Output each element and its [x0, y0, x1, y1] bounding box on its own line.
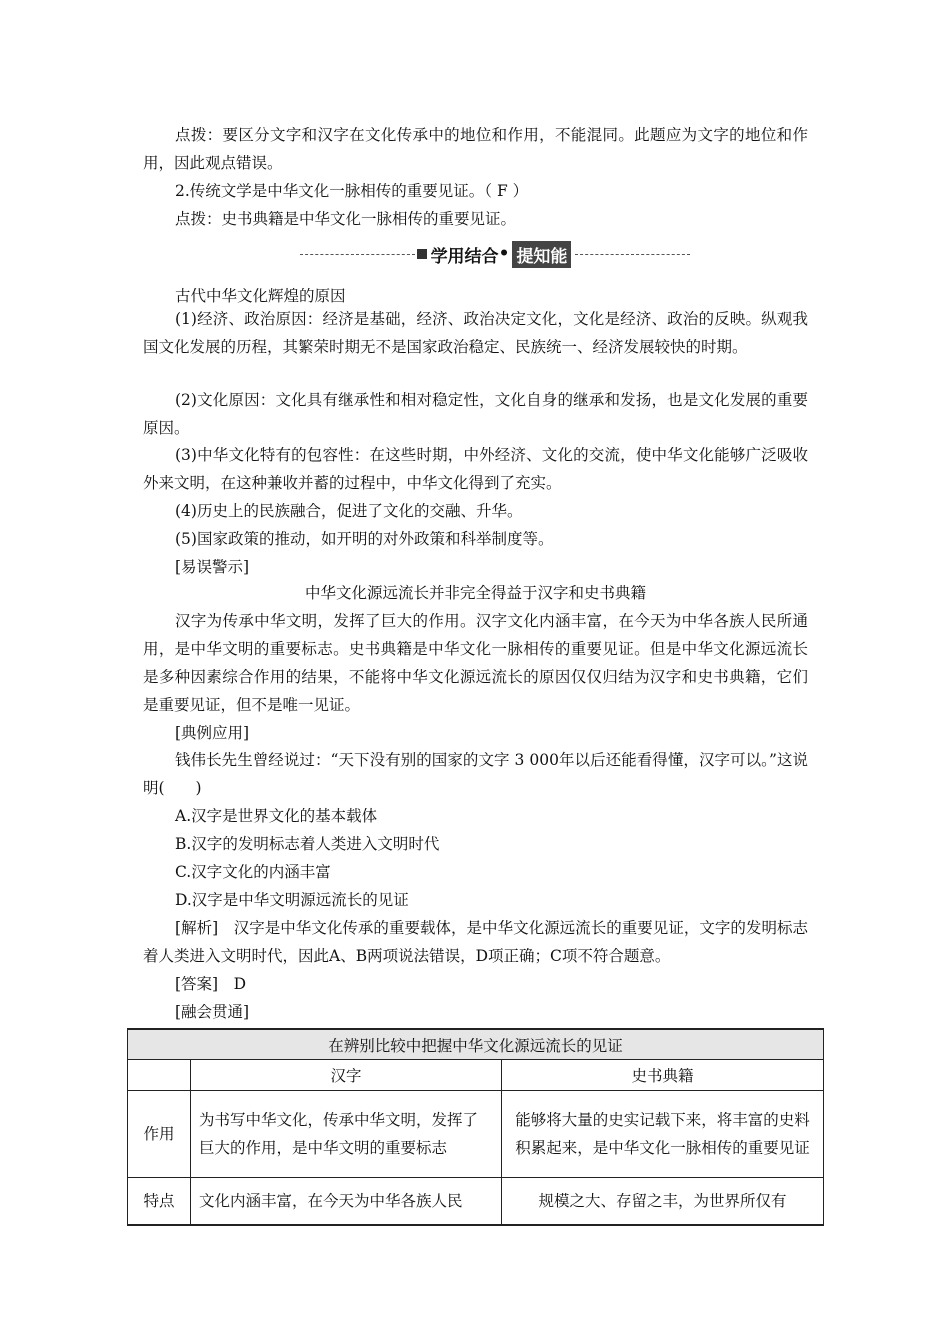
reason-1: (1)经济、政治原因：经济是基础，经济、政治决定文化，文化是经济、政治的反映。纵观我国文化发展的历程，其繁荣时期无不是国家政治稳定、民族统一、经济发展较快的时期。 — [143, 310, 808, 356]
warning-tag: [易误警示] — [175, 558, 250, 576]
reason-2: (2)文化原因：文化具有继承性和相对稳定性，文化自身的继承和发扬，也是文化发展的重要原因。 — [143, 391, 808, 437]
analysis: [解析] 汉字是中华文化传承的重要载体，是中华文化源远流长的重要见证，文字的发明标志着人类进入文明时代，因此A、B两项说法错误，D项正确；C项不符合题意。 — [143, 919, 808, 965]
warning-body: 汉字为传承中华文明，发挥了巨大的作用。汉字文化内涵丰富，在今天为中华各族人民所通用，是中华文明的重要标志。史书典籍是中华文化一脉相传的重要见证。但是中华文化源远流长是多种因素综合作用的结果，不能将中华文化源远流长的原因仅仅归结为汉字和史书典籍，它们是重要见证，但不是唯一见证。 — [143, 612, 808, 714]
table-title: 在辨别比较中把握中华文化源远流长的见证 — [128, 1029, 824, 1060]
table-row — [128, 1091, 824, 1178]
table-title-row — [128, 1029, 824, 1060]
fusion-tag: [融会贯通] — [175, 1003, 250, 1021]
question-2: 2.传统文学是中华文化一脉相传的重要见证。（ F ） — [175, 182, 529, 200]
answer: [答案] D — [175, 975, 247, 993]
table-header-row — [128, 1060, 824, 1091]
banner-dot: • — [498, 244, 510, 264]
comparison-table — [127, 1028, 824, 1226]
table-row — [128, 1178, 824, 1226]
cell-shishu-function: 能够将大量的史实记载下来，将丰富的史料积累起来，是中华文化一脉相传的重要见证 — [502, 1091, 824, 1178]
header-shishu: 史书典籍 — [502, 1060, 824, 1091]
header-hanzi: 汉字 — [191, 1060, 502, 1091]
banner-left-text: 学用结合 — [430, 246, 499, 267]
example-tag: [典例应用] — [175, 724, 250, 742]
option-d: D.汉字是中华文明源远流长的见证 — [175, 891, 409, 909]
example-question: 钱伟长先生曾经说过：“天下没有别的国家的文字 3 000年以后还能看得懂，汉字可以。”这说明( ) — [143, 751, 808, 797]
hint-paragraph-2: 点拨：史书典籍是中华文化一脉相传的重要见证。 — [175, 210, 517, 228]
banner-dash-right — [575, 254, 690, 255]
cell-hanzi-function: 为书写中华文化，传承中华文明，发挥了巨大的作用，是中华文明的重要标志 — [191, 1091, 502, 1178]
warning-title: 中华文化源远流长并非完全得益于汉字和史书典籍 — [304, 584, 646, 602]
banner-dash-left — [300, 254, 415, 255]
reason-4: (4)历史上的民族融合，促进了文化的交融、升华。 — [175, 502, 523, 520]
option-b: B.汉字的发明标志着人类进入文明时代 — [175, 835, 440, 853]
cell-hanzi-feature: 文化内涵丰富，在今天为中华各族人民 — [191, 1178, 502, 1226]
option-c: C.汉字文化的内涵丰富 — [175, 863, 331, 881]
cell-shishu-feature: 规模之大、存留之丰，为世界所仅有 — [502, 1178, 824, 1226]
section-banner — [300, 240, 690, 268]
row-label-feature: 特点 — [128, 1178, 191, 1226]
square-bullet-icon — [417, 249, 427, 259]
hint-paragraph-1: 点拨：要区分文字和汉字在文化传承中的地位和作用，不能混同。此题应为文字的地位和作用，因此观点错误。 — [143, 126, 808, 172]
header-empty-cell — [128, 1060, 191, 1091]
option-a: A.汉字是世界文化的基本载体 — [175, 807, 378, 825]
banner-right-text: 提知能 — [512, 241, 571, 268]
reason-3: (3)中华文化特有的包容性：在这些时期，中外经济、文化的交流，使中华文化能够广泛吸收外来文明，在这种兼收并蓄的过程中，中华文化得到了充实。 — [143, 446, 808, 492]
reasons-heading: 古代中华文化辉煌的原因 — [175, 287, 346, 305]
reason-5: (5)国家政策的推动，如开明的对外政策和科举制度等。 — [175, 530, 554, 548]
row-label-function: 作用 — [128, 1091, 191, 1178]
